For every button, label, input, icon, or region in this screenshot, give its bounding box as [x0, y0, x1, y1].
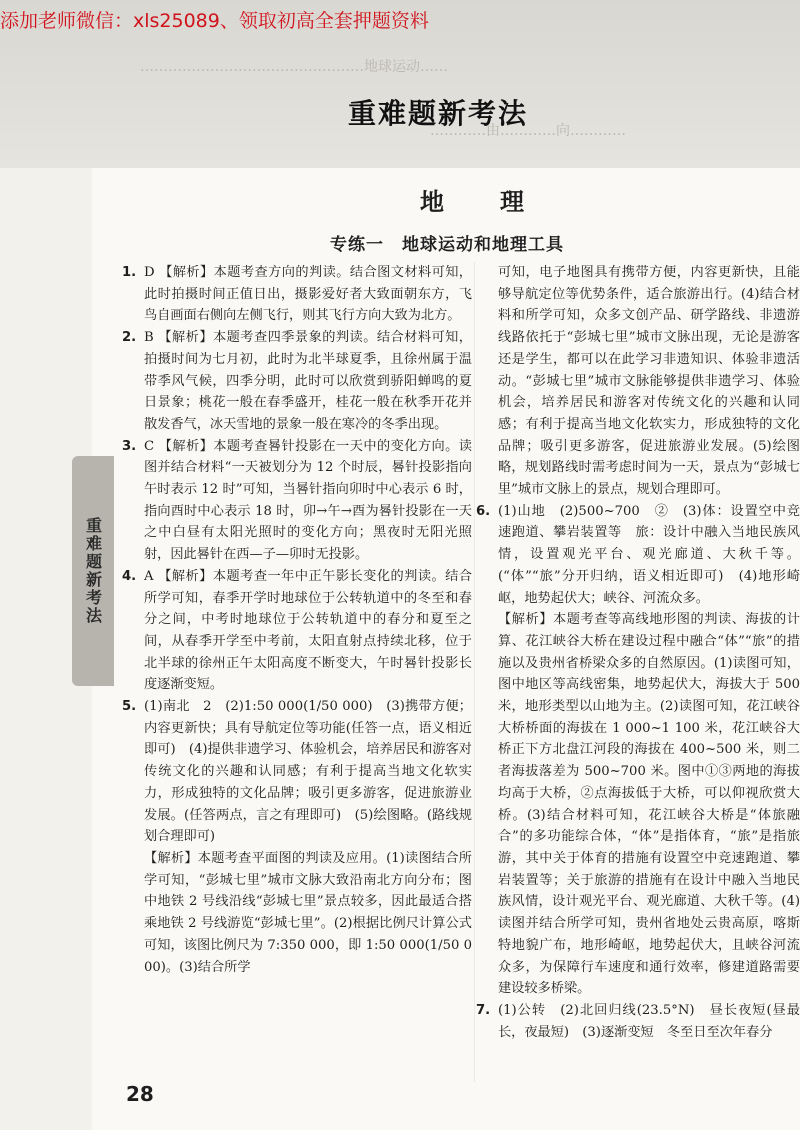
- item-text: (1)山地 (2)500~700 ② (3)体：设置空中竞速跑道、攀岩装置等 旅：设计中融入当地民族风情，设置观光平台、观光廊道、大秋千等。(“体”“旅”分开归纳，语义相近即可) (4)地形崎岖，地势起伏大；峡谷、河流众多。: [498, 503, 800, 606]
- answer-item-2: [122, 327, 472, 436]
- answer-item-5: [122, 696, 472, 848]
- item-number: 2.: [122, 330, 137, 346]
- answer-item-1: [122, 262, 472, 327]
- answer-item-7: [476, 1000, 800, 1043]
- page-number: 28: [126, 1082, 154, 1106]
- item-text: D 【解析】本题考查方向的判读。结合图文材料可知，此时拍摄时间正值日出，摄影爱好者大致面朝东方，飞鸟自画面右侧向左侧飞行，则其飞行方向大致为北方。: [144, 265, 472, 324]
- item-text: 可知，电子地图具有携带方便，内容更新快，且能够导航定位等优势条件，适合旅游出行。(4)结合材料和所学可知，众多文创产品、研学路线、非遗游线路依托于“彭城七里”城市文脉出现，无论是游客还是学生，都可以在此学习非遗知识、体验非遗活动。“彭城七里”城市文脉能够提供非遗学习、体验机会，培养居民和游客对传统文化的兴趣和认同感；有利于提高当地文化软实力，形成独特的文化品牌；吸引更多游客，促进旅游业发展。(5)绘图略，规划路线时需考虑时间为一天，景点为“彭城七里”城市文脉上的景点，规划合理即可。: [498, 265, 800, 498]
- answer-item-3: [122, 436, 472, 566]
- subject-title: 地 理: [420, 187, 540, 216]
- item-number: 7.: [476, 1002, 491, 1018]
- item-text: B 【解析】本题考查四季景象的判读。结合材料可知，拍摄时间为七月初，此时为北半球夏季，且徐州属于温带季风气候，四季分明，此时可以欣赏到骄阳蝉鸣的夏日景象；桃花一般在春季盛开，桂花一般在秋季开花并散发香气，冰天雪地的景象一般在寒冷的冬季出现。: [144, 330, 472, 432]
- column-divider: [474, 262, 475, 1082]
- drill-title: 专练一 地球运动和地理工具: [330, 235, 564, 255]
- side-tab-label: 重难题新考法: [83, 517, 103, 625]
- side-tab: [72, 456, 114, 686]
- item-text: 【解析】本题考查平面图的判读及应用。(1)读图结合所学可知，“彭城七里”城市文脉大致沿南北方向分布；图中地铁 2 号线沿线“彭城七里”景点较多，因此最适合搭乘地铁 2 号线游览“彭城七里”。(2)根据比例尺计算公式可知，该图比例尺为 7:350 000，即 1:50 000(1/50 000)。(3)结合所学: [144, 850, 472, 975]
- answer-item-6-analysis: [476, 609, 800, 1000]
- item-number: 5.: [122, 699, 137, 715]
- ghost-text-line-2: …………由…………向…………: [430, 123, 626, 139]
- ghost-text-line-1: …………………………………………地球运动……: [140, 59, 448, 75]
- watermark-text: 添加老师微信：xls25089、领取初高全套押题资料: [0, 10, 429, 32]
- item-number: 6.: [476, 503, 491, 519]
- right-column: [476, 262, 800, 1043]
- item-text: C 【解析】本题考查晷针投影在一天中的变化方向。读图并结合材料“一天被划分为 12 个时辰，晷针投影指向午时表示 12 时”可知，当晷针指向卯时中心表示 6 时，指向酉时中心表示 18 时，卯→午→酉为晷针投影在一天之中白昼有太阳光照时的变化方向；黑夜时无阳光照射，因此晷针在西—子—卯时无投影。: [144, 438, 472, 563]
- item-text: (1)南北 2 (2)1:50 000(1/50 000) (3)携带方便；内容更新快；具有导航定位等功能(任答一点，语义相近即可) (4)提供非遗学习、体验机会，培养居民和游客对传统文化的兴趣和认同感；有利于提高当地文化软实力，形成独特的文化品牌；吸引更多游客，促进旅游业发展。(任答两点，言之有理即可) (5)绘图略。(路线规划合理即可): [144, 699, 472, 845]
- item-text: (1)公转 (2)北回归线(23.5°N) 昼长夜短(昼最长，夜最短) (3)逐渐变短 冬至日至次年春分: [498, 1002, 800, 1040]
- item-number: 1.: [122, 265, 137, 280]
- left-column: [122, 262, 472, 978]
- answer-item-5-analysis-continued: [476, 262, 800, 501]
- answer-item-6: [476, 501, 800, 610]
- item-number: 4.: [122, 568, 137, 584]
- item-text: A 【解析】本题考查一年中正午影长变化的判读。结合所学可知，春季开学时地球位于公转轨道中的冬至和春分之间，中考时地球位于公转轨道中的春分和夏至之间，从春季开学至中考前，太阳直射点持续北移，位于北半球的徐州正午太阳高度不断变大，午时晷针投影长度逐渐变短。: [144, 568, 472, 693]
- item-number: 3.: [122, 438, 137, 454]
- item-text: 【解析】本题考查等高线地形图的判读、海拔的计算、花江峡谷大桥在建设过程中融合“体”“旅”的措施以及贵州省桥梁众多的自然原因。(1)读图可知，图中地区等高线密集，地势起伏大，海拔大于 500 米，地形类型以山地为主。(2)读图可知，花江峡谷大桥桥面的海拔在 1 000~1 100 米，花江峡谷大桥正下方北盘江河段的海拔在 400~500 米，则二者海拔落差为 500~700 米。图中①③两地的海拔均高于大桥，②点海拔低于大桥，可以仰视欣赏大桥。(3)结合材料可知，花江峡谷大桥是“体旅融合”的多功能综合体，“体”是指体育，“旅”是指旅游，其中关于体育的措施有设置空中竞速跑道、攀岩装置等；关于旅游的措施有在设计中融入当地民族风情，设计观光平台、观光廊道、大秋千等。(4)读图并结合所学可知，贵州省地处云贵高原，喀斯特地貌广布，地形崎岖，地势起伏大，且峡谷河流众多，为保障行车速度和通行效率，修建道路需要建设较多桥梁。: [498, 612, 800, 997]
- answer-item-4: [122, 566, 472, 696]
- answer-item-5-analysis: [122, 848, 472, 978]
- section-banner-title: 重难题新考法: [348, 97, 529, 130]
